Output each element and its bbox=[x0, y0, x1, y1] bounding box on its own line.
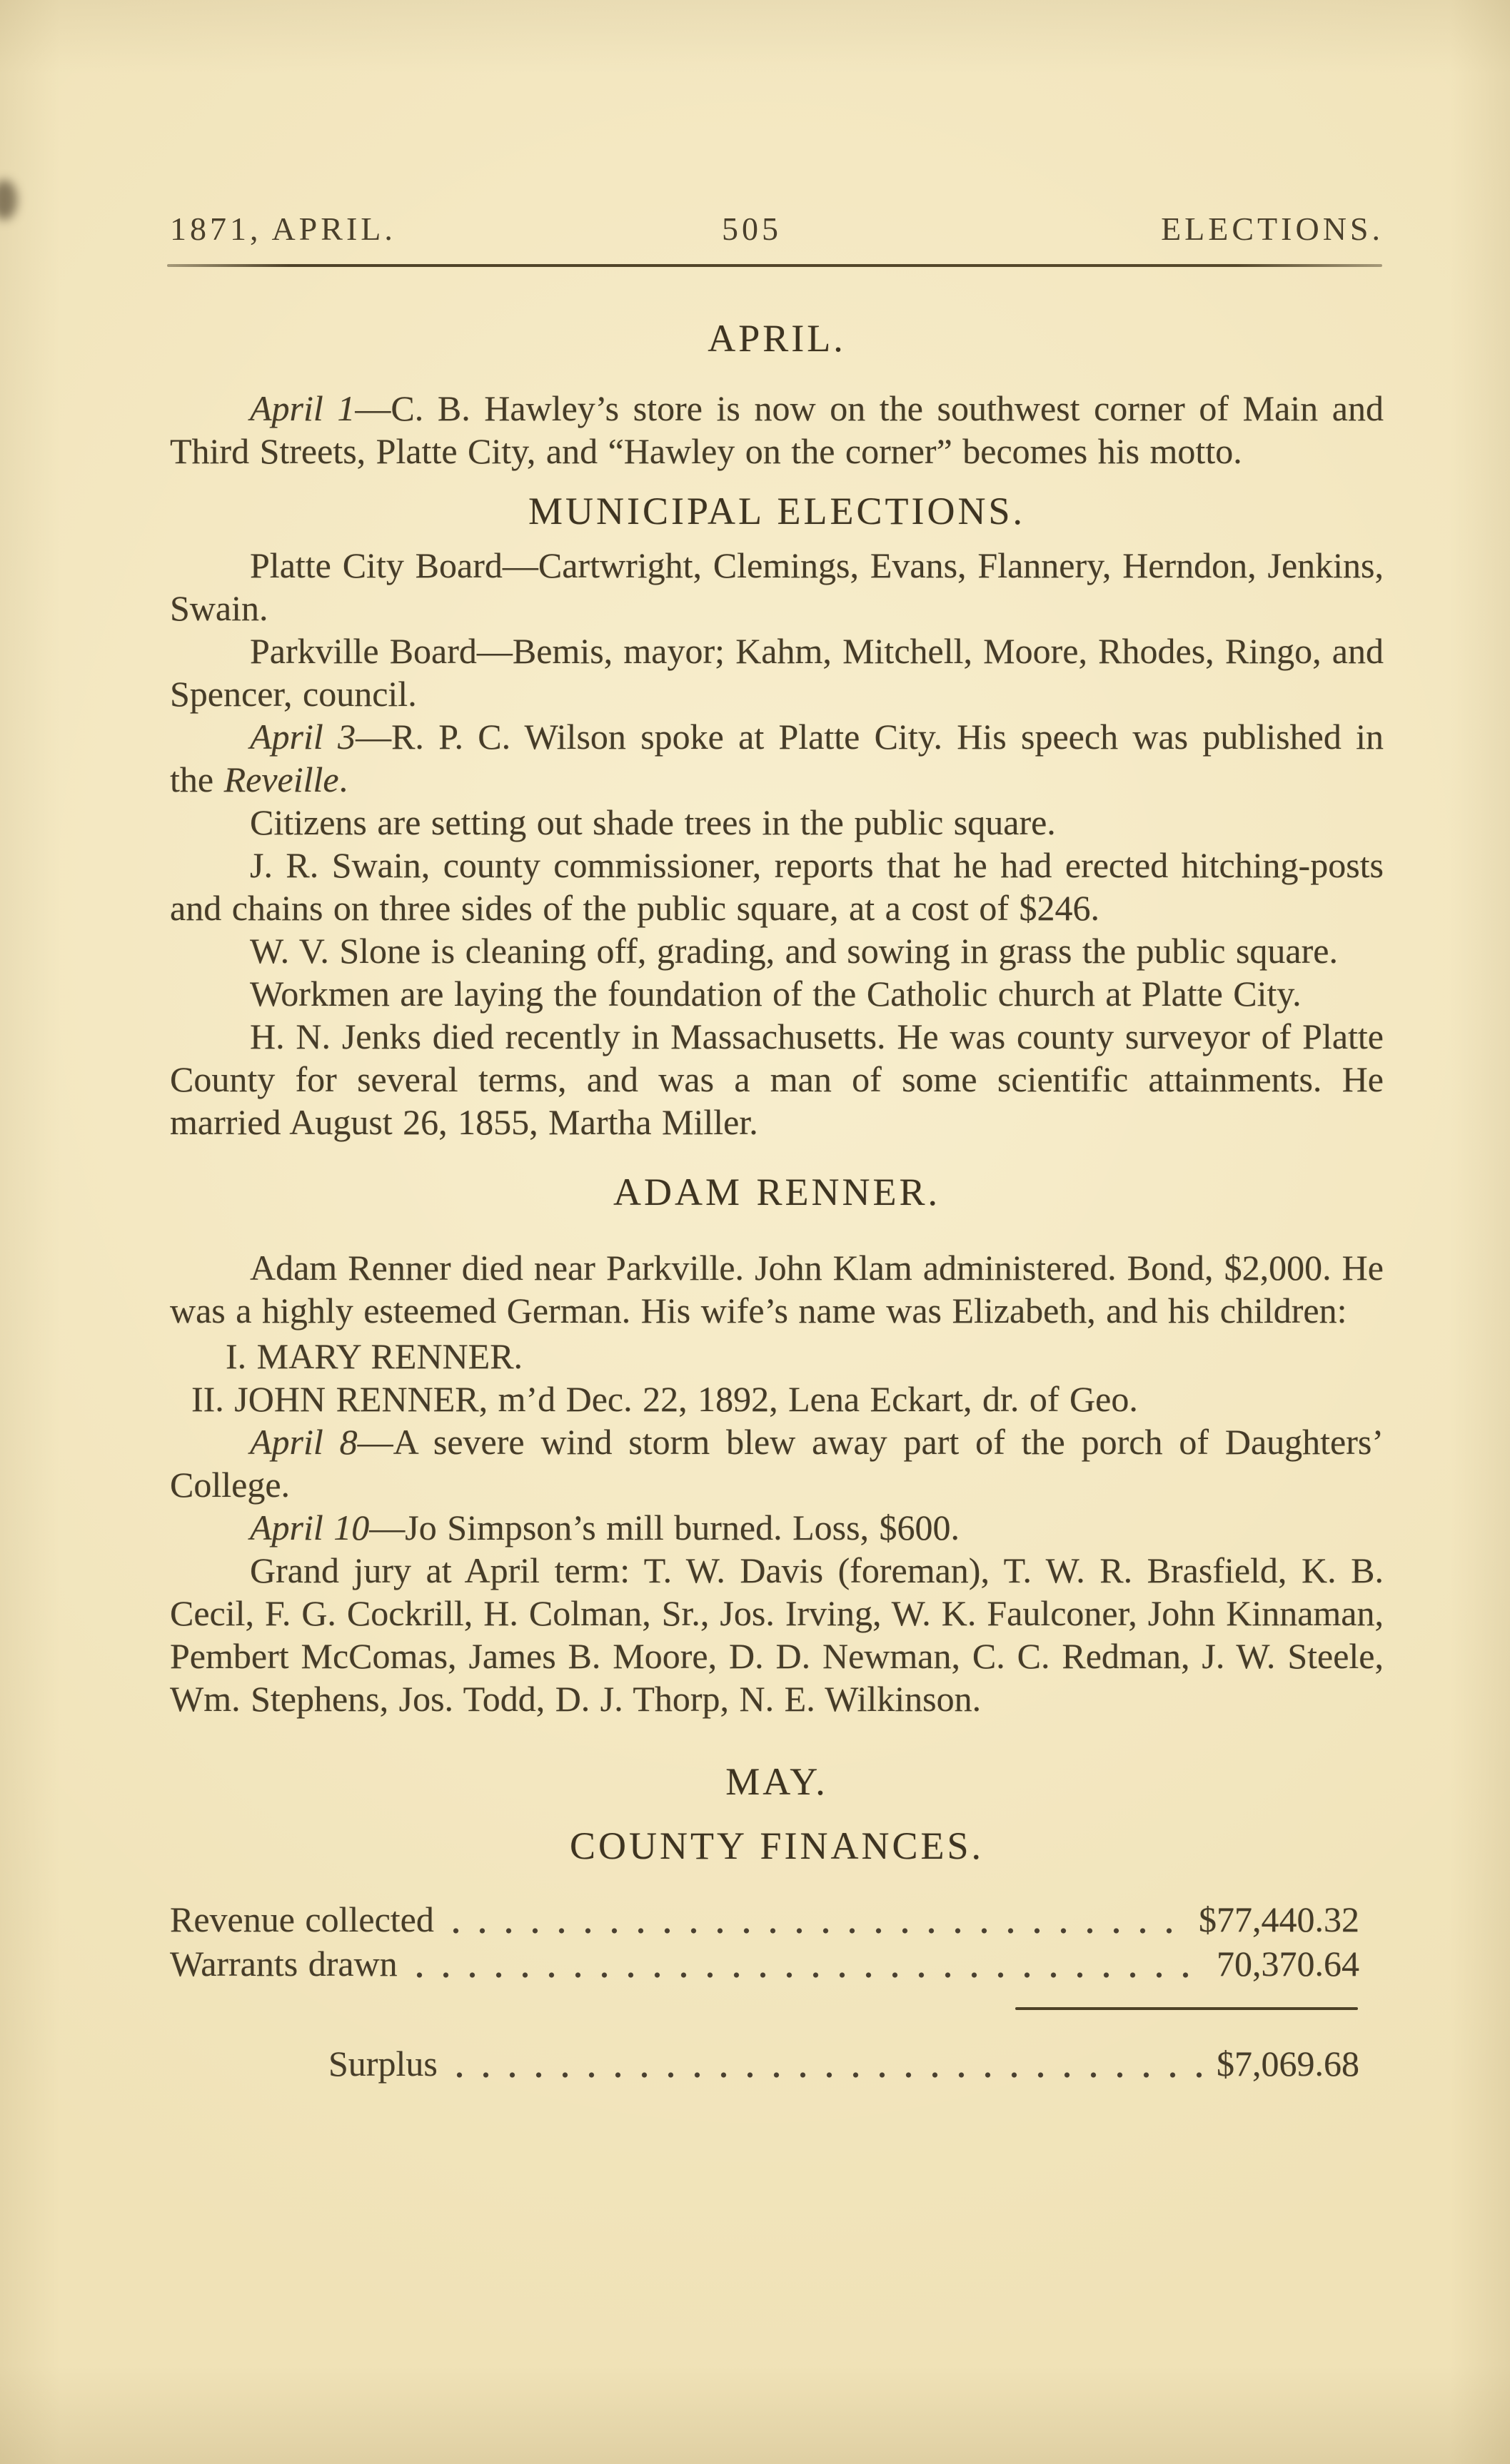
finance-label-surplus: Surplus bbox=[328, 2044, 438, 2084]
finance-value-revenue: $77,440.32 bbox=[1199, 1899, 1359, 1939]
paragraph-parkville-board: Parkville Board—Bemis, mayor; Kahm, Mitchell, Moore, Rhodes, Ringo, and Spencer, council. bbox=[170, 631, 1384, 714]
scan-smudge bbox=[0, 180, 17, 220]
sum-rule bbox=[1015, 2007, 1358, 2010]
dot-leader bbox=[446, 2071, 1205, 2079]
paragraph-april3 bbox=[170, 715, 1384, 801]
page-text bbox=[170, 306, 1384, 2086]
dot-leader bbox=[406, 1971, 1205, 1979]
finance-value-warrants: 70,370.64 bbox=[1217, 1944, 1359, 1984]
paragraph-swain: J. R. Swain, county commissioner, reports that he had erected hitching-posts and chains on three sides of the public square, at a cost of $246. bbox=[170, 845, 1384, 928]
finance-row-warrants bbox=[170, 1942, 1359, 1986]
paragraph-jenks: H. N. Jenks died recently in Massachusetts. He was county surveyor of Platte County for several terms, and was a man of some scientific attainments. He married August 26, 1855, Martha Miller. bbox=[170, 1016, 1384, 1142]
paragraph-workmen: Workmen are laying the foundation of the Catholic church at Platte City. bbox=[250, 974, 1302, 1014]
finance-label-warrants: Warrants drawn bbox=[170, 1944, 398, 1984]
list-item-john-renner: II. JOHN RENNER, m’d Dec. 22, 1892, Lena Eckart, dr. of Geo. bbox=[191, 1379, 1138, 1419]
finance-value-surplus: $7,069.68 bbox=[1217, 2044, 1359, 2084]
list-item-mary-renner: I. MARY RENNER. bbox=[226, 1336, 523, 1376]
section-title-municipal-elections: MUNICIPAL ELECTIONS. bbox=[528, 490, 1025, 532]
finance-row-revenue bbox=[170, 1897, 1359, 1942]
section-title-adam-renner: ADAM RENNER. bbox=[613, 1171, 940, 1213]
date-lead-april3: April 3 bbox=[250, 717, 356, 757]
paragraph-grand-jury: Grand jury at April term: T. W. Davis (foreman), T. W. R. Brasfield, K. B. Cecil, F. G. Cockrill, H. Colman, Sr., Jos. Irving, W. K. Faulconer, John Kinnaman, Pembert McComas, James B. Moore, D. D. Newman, C. C. Redman, J. W. Steele, Wm. Stephens, Jos. Todd, D. J. Thorp, N. E. Wilkinson. bbox=[170, 1550, 1384, 1719]
section-title-april: APRIL. bbox=[708, 317, 846, 360]
paragraph-slone: W. V. Slone is cleaning off, grading, and sowing in grass the public square. bbox=[250, 931, 1338, 971]
paragraph-april1-text: —C. B. Hawley’s store is now on the southwest corner of Main and Third Streets, Platte City, and “Hawley on the corner” becomes his motto. bbox=[170, 388, 1384, 471]
section-title-county-finances: COUNTY FINANCES. bbox=[569, 1824, 985, 1867]
date-lead-april10: April 10 bbox=[250, 1508, 370, 1547]
county-finances-table bbox=[170, 1897, 1384, 2086]
dot-leader bbox=[443, 1927, 1187, 1935]
paragraph-april10 bbox=[170, 1506, 1384, 1549]
paragraph-april8-text: —A severe wind storm blew away part of the porch of Daughters’ College. bbox=[170, 1422, 1384, 1505]
date-lead-april1: April 1 bbox=[250, 388, 356, 428]
date-lead-april8: April 8 bbox=[250, 1422, 358, 1462]
finance-label-revenue: Revenue collected bbox=[170, 1899, 434, 1939]
paragraph-april3-end: . bbox=[338, 759, 348, 799]
journal-name: Reveille bbox=[223, 759, 339, 799]
section-title-may: MAY. bbox=[725, 1760, 828, 1803]
header-rule bbox=[167, 264, 1382, 267]
finance-row-surplus bbox=[170, 2041, 1359, 2086]
paragraph-citizens: Citizens are setting out shade trees in the public square. bbox=[250, 802, 1056, 842]
paragraph-april8 bbox=[170, 1420, 1384, 1506]
paragraph-april10-text: —Jo Simpson’s mill burned. Loss, $600. bbox=[369, 1508, 960, 1547]
paragraph-platte-city-board: Platte City Board—Cartwright, Clemings, Evans, Flannery, Herndon, Jenkins, Swain. bbox=[170, 545, 1384, 628]
running-head-date: 1871, APRIL. bbox=[170, 211, 396, 247]
paragraph-adam-renner: Adam Renner died near Parkville. John Klam administered. Bond, $2,000. He was a highly esteemed German. His wife’s name was Elizabeth, and his children: bbox=[170, 1248, 1384, 1331]
paragraph-april3-text: —R. P. C. Wilson spoke at Platte City. His speech was published in the bbox=[170, 717, 1384, 799]
paragraph-april1 bbox=[170, 387, 1384, 473]
page-number: 505 bbox=[722, 211, 782, 247]
running-head-topic: ELECTIONS. bbox=[1161, 211, 1384, 247]
running-head bbox=[170, 210, 1384, 248]
